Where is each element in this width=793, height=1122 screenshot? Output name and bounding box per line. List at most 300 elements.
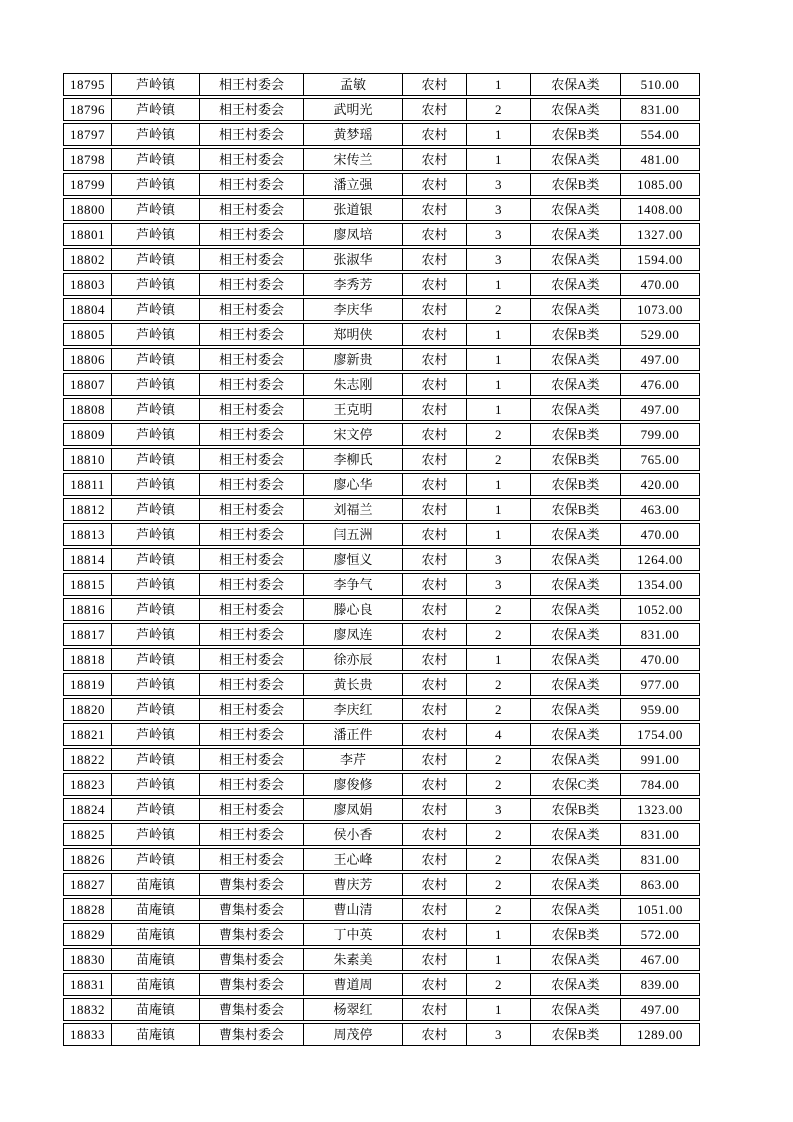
records-table <box>63 71 700 1048</box>
cell-person-count: 2 <box>466 598 530 621</box>
cell-town: 芦岭镇 <box>111 773 199 796</box>
cell-village-committee: 相王村委会 <box>199 348 303 371</box>
cell-insurance-category: 农保A类 <box>530 148 620 171</box>
cell-person-count: 2 <box>466 873 530 896</box>
cell-village-committee: 曹集村委会 <box>199 873 303 896</box>
cell-village-committee: 相王村委会 <box>199 448 303 471</box>
cell-town: 芦岭镇 <box>111 448 199 471</box>
table-row <box>63 298 700 321</box>
cell-village-committee: 相王村委会 <box>199 123 303 146</box>
table-row <box>63 573 700 596</box>
cell-town: 芦岭镇 <box>111 423 199 446</box>
cell-person-count: 3 <box>466 223 530 246</box>
cell-person-count: 2 <box>466 973 530 996</box>
cell-residence-type: 农村 <box>402 798 466 821</box>
cell-village-committee: 相王村委会 <box>199 473 303 496</box>
cell-record-id: 18815 <box>63 573 111 596</box>
cell-residence-type: 农村 <box>402 523 466 546</box>
cell-village-committee: 曹集村委会 <box>199 998 303 1021</box>
cell-amount: 470.00 <box>620 523 700 546</box>
cell-village-committee: 相王村委会 <box>199 748 303 771</box>
cell-person-count: 1 <box>466 948 530 971</box>
cell-record-id: 18807 <box>63 373 111 396</box>
cell-record-id: 18827 <box>63 873 111 896</box>
cell-person-name: 李庆红 <box>303 698 402 721</box>
cell-town: 芦岭镇 <box>111 248 199 271</box>
cell-residence-type: 农村 <box>402 123 466 146</box>
cell-insurance-category: 农保A类 <box>530 973 620 996</box>
cell-person-count: 1 <box>466 148 530 171</box>
cell-person-count: 2 <box>466 423 530 446</box>
table-row <box>63 173 700 196</box>
cell-residence-type: 农村 <box>402 423 466 446</box>
cell-amount: 497.00 <box>620 998 700 1021</box>
cell-residence-type: 农村 <box>402 998 466 1021</box>
cell-amount: 831.00 <box>620 823 700 846</box>
cell-record-id: 18798 <box>63 148 111 171</box>
cell-amount: 977.00 <box>620 673 700 696</box>
cell-person-name: 廖恒义 <box>303 548 402 571</box>
cell-person-count: 2 <box>466 98 530 121</box>
cell-insurance-category: 农保A类 <box>530 948 620 971</box>
cell-residence-type: 农村 <box>402 198 466 221</box>
cell-amount: 529.00 <box>620 323 700 346</box>
cell-record-id: 18796 <box>63 98 111 121</box>
cell-person-count: 1 <box>466 923 530 946</box>
cell-person-name: 廖新贵 <box>303 348 402 371</box>
table-row <box>63 248 700 271</box>
cell-record-id: 18831 <box>63 973 111 996</box>
cell-town: 芦岭镇 <box>111 673 199 696</box>
cell-person-count: 3 <box>466 248 530 271</box>
cell-insurance-category: 农保A类 <box>530 898 620 921</box>
cell-amount: 765.00 <box>620 448 700 471</box>
cell-person-name: 李庆华 <box>303 298 402 321</box>
cell-amount: 572.00 <box>620 923 700 946</box>
cell-insurance-category: 农保A类 <box>530 548 620 571</box>
table-row <box>63 748 700 771</box>
cell-insurance-category: 农保A类 <box>530 648 620 671</box>
table-row <box>63 798 700 821</box>
cell-amount: 839.00 <box>620 973 700 996</box>
cell-record-id: 18818 <box>63 648 111 671</box>
cell-insurance-category: 农保C类 <box>530 773 620 796</box>
table-row <box>63 73 700 96</box>
cell-residence-type: 农村 <box>402 348 466 371</box>
cell-person-name: 武明光 <box>303 98 402 121</box>
cell-village-committee: 相王村委会 <box>199 623 303 646</box>
cell-amount: 959.00 <box>620 698 700 721</box>
cell-insurance-category: 农保A类 <box>530 623 620 646</box>
cell-person-count: 1 <box>466 998 530 1021</box>
cell-village-committee: 相王村委会 <box>199 848 303 871</box>
cell-person-count: 2 <box>466 698 530 721</box>
cell-residence-type: 农村 <box>402 973 466 996</box>
cell-record-id: 18813 <box>63 523 111 546</box>
cell-residence-type: 农村 <box>402 323 466 346</box>
cell-insurance-category: 农保A类 <box>530 698 620 721</box>
cell-record-id: 18800 <box>63 198 111 221</box>
cell-residence-type: 农村 <box>402 948 466 971</box>
cell-record-id: 18808 <box>63 398 111 421</box>
cell-village-committee: 相王村委会 <box>199 823 303 846</box>
cell-amount: 991.00 <box>620 748 700 771</box>
cell-person-name: 廖凤培 <box>303 223 402 246</box>
cell-person-name: 廖心华 <box>303 473 402 496</box>
table-row <box>63 398 700 421</box>
cell-town: 芦岭镇 <box>111 273 199 296</box>
cell-insurance-category: 农保B类 <box>530 448 620 471</box>
cell-insurance-category: 农保B类 <box>530 473 620 496</box>
cell-village-committee: 相王村委会 <box>199 298 303 321</box>
table-row <box>63 673 700 696</box>
cell-town: 苗庵镇 <box>111 873 199 896</box>
cell-town: 芦岭镇 <box>111 473 199 496</box>
cell-insurance-category: 农保A类 <box>530 723 620 746</box>
cell-person-name: 廖凤娟 <box>303 798 402 821</box>
cell-town: 芦岭镇 <box>111 573 199 596</box>
cell-person-name: 曹山清 <box>303 898 402 921</box>
cell-residence-type: 农村 <box>402 73 466 96</box>
table-row <box>63 1023 700 1046</box>
cell-record-id: 18797 <box>63 123 111 146</box>
cell-person-count: 2 <box>466 673 530 696</box>
cell-record-id: 18812 <box>63 498 111 521</box>
cell-amount: 476.00 <box>620 373 700 396</box>
cell-town: 芦岭镇 <box>111 198 199 221</box>
cell-person-count: 3 <box>466 573 530 596</box>
cell-person-count: 1 <box>466 648 530 671</box>
table-row <box>63 448 700 471</box>
cell-insurance-category: 农保A类 <box>530 73 620 96</box>
table-row <box>63 323 700 346</box>
cell-record-id: 18833 <box>63 1023 111 1046</box>
cell-town: 芦岭镇 <box>111 698 199 721</box>
cell-town: 苗庵镇 <box>111 973 199 996</box>
cell-person-name: 周茂停 <box>303 1023 402 1046</box>
cell-residence-type: 农村 <box>402 898 466 921</box>
cell-town: 芦岭镇 <box>111 623 199 646</box>
cell-person-name: 丁中英 <box>303 923 402 946</box>
cell-town: 芦岭镇 <box>111 98 199 121</box>
cell-insurance-category: 农保A类 <box>530 823 620 846</box>
cell-person-name: 刘福兰 <box>303 498 402 521</box>
cell-person-name: 李芹 <box>303 748 402 771</box>
cell-person-name: 徐亦辰 <box>303 648 402 671</box>
cell-town: 芦岭镇 <box>111 348 199 371</box>
cell-record-id: 18802 <box>63 248 111 271</box>
cell-residence-type: 农村 <box>402 273 466 296</box>
cell-record-id: 18829 <box>63 923 111 946</box>
cell-record-id: 18806 <box>63 348 111 371</box>
cell-town: 苗庵镇 <box>111 998 199 1021</box>
cell-insurance-category: 农保B类 <box>530 423 620 446</box>
cell-person-count: 1 <box>466 398 530 421</box>
table-row <box>63 648 700 671</box>
cell-insurance-category: 农保A类 <box>530 848 620 871</box>
cell-person-name: 杨翠红 <box>303 998 402 1021</box>
cell-person-name: 王心峰 <box>303 848 402 871</box>
cell-record-id: 18805 <box>63 323 111 346</box>
cell-person-count: 1 <box>466 473 530 496</box>
cell-village-committee: 相王村委会 <box>199 723 303 746</box>
cell-person-count: 1 <box>466 273 530 296</box>
cell-amount: 1073.00 <box>620 298 700 321</box>
table-row <box>63 723 700 746</box>
cell-residence-type: 农村 <box>402 748 466 771</box>
cell-amount: 1051.00 <box>620 898 700 921</box>
cell-person-count: 3 <box>466 548 530 571</box>
cell-insurance-category: 农保A类 <box>530 598 620 621</box>
cell-record-id: 18828 <box>63 898 111 921</box>
cell-person-name: 潘立强 <box>303 173 402 196</box>
table-row <box>63 498 700 521</box>
cell-person-name: 曹庆芳 <box>303 873 402 896</box>
cell-insurance-category: 农保B类 <box>530 123 620 146</box>
cell-record-id: 18809 <box>63 423 111 446</box>
table-row <box>63 998 700 1021</box>
cell-village-committee: 相王村委会 <box>199 398 303 421</box>
cell-person-name: 潘正件 <box>303 723 402 746</box>
cell-village-committee: 相王村委会 <box>199 523 303 546</box>
cell-residence-type: 农村 <box>402 173 466 196</box>
cell-amount: 497.00 <box>620 348 700 371</box>
cell-amount: 1408.00 <box>620 198 700 221</box>
cell-residence-type: 农村 <box>402 298 466 321</box>
cell-person-name: 廖俊修 <box>303 773 402 796</box>
cell-record-id: 18819 <box>63 673 111 696</box>
table-row <box>63 773 700 796</box>
cell-insurance-category: 农保B类 <box>530 173 620 196</box>
cell-person-name: 李秀芳 <box>303 273 402 296</box>
records-table-body <box>63 73 700 1046</box>
cell-person-count: 1 <box>466 323 530 346</box>
cell-village-committee: 相王村委会 <box>199 598 303 621</box>
cell-insurance-category: 农保B类 <box>530 923 620 946</box>
cell-amount: 470.00 <box>620 273 700 296</box>
cell-record-id: 18811 <box>63 473 111 496</box>
cell-person-count: 2 <box>466 623 530 646</box>
cell-residence-type: 农村 <box>402 623 466 646</box>
cell-town: 苗庵镇 <box>111 948 199 971</box>
cell-village-committee: 曹集村委会 <box>199 898 303 921</box>
cell-person-count: 3 <box>466 173 530 196</box>
cell-residence-type: 农村 <box>402 723 466 746</box>
cell-person-count: 1 <box>466 498 530 521</box>
cell-residence-type: 农村 <box>402 148 466 171</box>
cell-town: 芦岭镇 <box>111 823 199 846</box>
table-row <box>63 348 700 371</box>
cell-insurance-category: 农保A类 <box>530 373 620 396</box>
cell-residence-type: 农村 <box>402 248 466 271</box>
cell-village-committee: 相王村委会 <box>199 173 303 196</box>
cell-residence-type: 农村 <box>402 923 466 946</box>
cell-town: 芦岭镇 <box>111 548 199 571</box>
cell-person-name: 孟敏 <box>303 73 402 96</box>
cell-insurance-category: 农保A类 <box>530 873 620 896</box>
cell-residence-type: 农村 <box>402 573 466 596</box>
cell-insurance-category: 农保A类 <box>530 398 620 421</box>
cell-amount: 554.00 <box>620 123 700 146</box>
table-row <box>63 948 700 971</box>
cell-village-committee: 相王村委会 <box>199 148 303 171</box>
cell-person-name: 李柳氏 <box>303 448 402 471</box>
cell-town: 芦岭镇 <box>111 498 199 521</box>
cell-person-name: 廖凤连 <box>303 623 402 646</box>
cell-village-committee: 相王村委会 <box>199 273 303 296</box>
cell-village-committee: 相王村委会 <box>199 423 303 446</box>
cell-amount: 1264.00 <box>620 548 700 571</box>
cell-person-count: 2 <box>466 748 530 771</box>
cell-record-id: 18822 <box>63 748 111 771</box>
cell-residence-type: 农村 <box>402 848 466 871</box>
cell-residence-type: 农村 <box>402 823 466 846</box>
cell-residence-type: 农村 <box>402 498 466 521</box>
table-row <box>63 823 700 846</box>
cell-town: 芦岭镇 <box>111 398 199 421</box>
cell-village-committee: 相王村委会 <box>199 248 303 271</box>
cell-residence-type: 农村 <box>402 98 466 121</box>
cell-record-id: 18804 <box>63 298 111 321</box>
cell-insurance-category: 农保B类 <box>530 498 620 521</box>
cell-insurance-category: 农保A类 <box>530 248 620 271</box>
cell-person-name: 黄长贵 <box>303 673 402 696</box>
cell-town: 芦岭镇 <box>111 798 199 821</box>
cell-person-name: 王克明 <box>303 398 402 421</box>
cell-village-committee: 相王村委会 <box>199 673 303 696</box>
cell-residence-type: 农村 <box>402 548 466 571</box>
cell-amount: 799.00 <box>620 423 700 446</box>
cell-residence-type: 农村 <box>402 673 466 696</box>
cell-person-count: 2 <box>466 773 530 796</box>
cell-insurance-category: 农保B类 <box>530 1023 620 1046</box>
cell-village-committee: 相王村委会 <box>199 548 303 571</box>
cell-amount: 1289.00 <box>620 1023 700 1046</box>
table-row <box>63 198 700 221</box>
cell-insurance-category: 农保A类 <box>530 573 620 596</box>
cell-residence-type: 农村 <box>402 448 466 471</box>
cell-person-name: 滕心良 <box>303 598 402 621</box>
cell-record-id: 18803 <box>63 273 111 296</box>
cell-town: 芦岭镇 <box>111 723 199 746</box>
cell-village-committee: 相王村委会 <box>199 698 303 721</box>
cell-person-name: 李争气 <box>303 573 402 596</box>
cell-insurance-category: 农保A类 <box>530 298 620 321</box>
cell-person-count: 2 <box>466 823 530 846</box>
cell-town: 芦岭镇 <box>111 598 199 621</box>
table-row <box>63 898 700 921</box>
table-row <box>63 848 700 871</box>
cell-village-committee: 曹集村委会 <box>199 1023 303 1046</box>
cell-amount: 784.00 <box>620 773 700 796</box>
cell-village-committee: 相王村委会 <box>199 573 303 596</box>
cell-person-count: 1 <box>466 523 530 546</box>
cell-person-name: 侯小香 <box>303 823 402 846</box>
cell-record-id: 18816 <box>63 598 111 621</box>
cell-amount: 1754.00 <box>620 723 700 746</box>
table-row <box>63 98 700 121</box>
cell-residence-type: 农村 <box>402 648 466 671</box>
cell-residence-type: 农村 <box>402 598 466 621</box>
cell-town: 芦岭镇 <box>111 323 199 346</box>
cell-insurance-category: 农保A类 <box>530 273 620 296</box>
cell-person-name: 张道银 <box>303 198 402 221</box>
cell-record-id: 18817 <box>63 623 111 646</box>
cell-village-committee: 相王村委会 <box>199 98 303 121</box>
cell-record-id: 18795 <box>63 73 111 96</box>
cell-town: 苗庵镇 <box>111 1023 199 1046</box>
cell-person-count: 1 <box>466 373 530 396</box>
table-row <box>63 423 700 446</box>
cell-record-id: 18801 <box>63 223 111 246</box>
cell-amount: 1052.00 <box>620 598 700 621</box>
cell-village-committee: 相王村委会 <box>199 773 303 796</box>
cell-amount: 497.00 <box>620 398 700 421</box>
cell-amount: 863.00 <box>620 873 700 896</box>
cell-person-name: 郑明侠 <box>303 323 402 346</box>
cell-amount: 831.00 <box>620 623 700 646</box>
cell-person-count: 4 <box>466 723 530 746</box>
cell-record-id: 18821 <box>63 723 111 746</box>
table-row <box>63 623 700 646</box>
cell-village-committee: 相王村委会 <box>199 323 303 346</box>
cell-amount: 510.00 <box>620 73 700 96</box>
cell-record-id: 18830 <box>63 948 111 971</box>
cell-insurance-category: 农保A类 <box>530 998 620 1021</box>
cell-amount: 420.00 <box>620 473 700 496</box>
cell-village-committee: 相王村委会 <box>199 198 303 221</box>
cell-village-committee: 曹集村委会 <box>199 923 303 946</box>
cell-insurance-category: 农保A类 <box>530 98 620 121</box>
cell-record-id: 18823 <box>63 773 111 796</box>
cell-amount: 831.00 <box>620 848 700 871</box>
cell-town: 苗庵镇 <box>111 898 199 921</box>
cell-record-id: 18814 <box>63 548 111 571</box>
table-row <box>63 473 700 496</box>
cell-village-committee: 曹集村委会 <box>199 948 303 971</box>
cell-person-name: 曹道周 <box>303 973 402 996</box>
cell-town: 芦岭镇 <box>111 648 199 671</box>
cell-residence-type: 农村 <box>402 223 466 246</box>
table-row <box>63 923 700 946</box>
cell-residence-type: 农村 <box>402 698 466 721</box>
cell-person-count: 2 <box>466 848 530 871</box>
cell-village-committee: 相王村委会 <box>199 798 303 821</box>
cell-record-id: 18826 <box>63 848 111 871</box>
table-row <box>63 123 700 146</box>
cell-town: 芦岭镇 <box>111 148 199 171</box>
cell-person-name: 宋传兰 <box>303 148 402 171</box>
table-row <box>63 523 700 546</box>
cell-insurance-category: 农保B类 <box>530 798 620 821</box>
cell-residence-type: 农村 <box>402 873 466 896</box>
cell-village-committee: 曹集村委会 <box>199 973 303 996</box>
cell-residence-type: 农村 <box>402 398 466 421</box>
table-row <box>63 698 700 721</box>
table-row <box>63 873 700 896</box>
cell-village-committee: 相王村委会 <box>199 223 303 246</box>
cell-amount: 1323.00 <box>620 798 700 821</box>
cell-town: 芦岭镇 <box>111 748 199 771</box>
table-row <box>63 548 700 571</box>
cell-town: 苗庵镇 <box>111 923 199 946</box>
cell-insurance-category: 农保A类 <box>530 348 620 371</box>
table-row <box>63 223 700 246</box>
cell-amount: 481.00 <box>620 148 700 171</box>
cell-town: 芦岭镇 <box>111 73 199 96</box>
cell-person-name: 朱素美 <box>303 948 402 971</box>
cell-residence-type: 农村 <box>402 1023 466 1046</box>
